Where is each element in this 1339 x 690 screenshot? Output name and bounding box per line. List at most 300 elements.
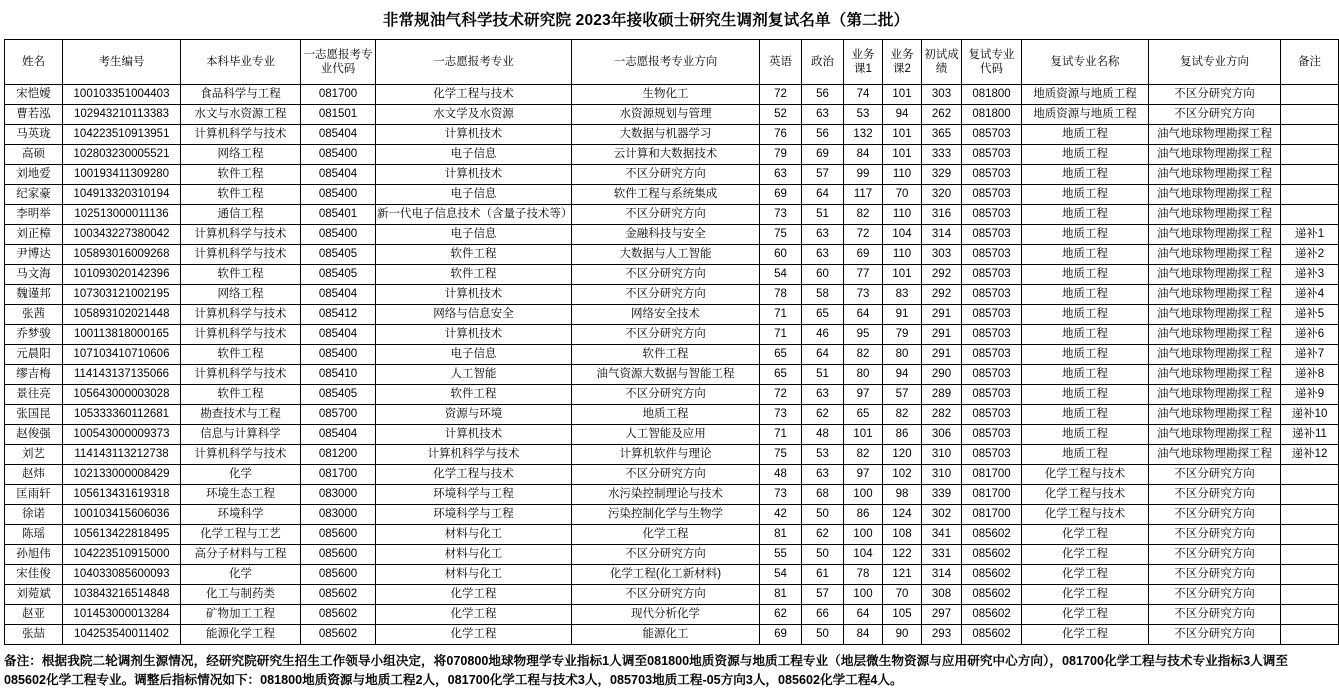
cell-retest-direction: 油气地球物理勘探工程 — [1149, 225, 1281, 245]
cell-retest-direction: 油气地球物理勘探工程 — [1149, 445, 1281, 465]
cell-name: 景往亮 — [5, 385, 63, 405]
cell-remark — [1281, 465, 1339, 485]
column-header-candidate-id: 考生编号 — [63, 40, 181, 85]
cell-retest-direction: 不区分研究方向 — [1149, 105, 1281, 125]
cell-retest-code: 085703 — [962, 305, 1022, 325]
cell-name: 宋佳俊 — [5, 565, 63, 585]
cell-retest-code: 085703 — [962, 245, 1022, 265]
cell-politics: 63 — [802, 225, 844, 245]
cell-english: 75 — [760, 225, 802, 245]
cell-retest-direction: 不区分研究方向 — [1149, 605, 1281, 625]
cell-first-choice-code: 081700 — [301, 465, 376, 485]
cell-undergrad-major: 软件工程 — [181, 185, 301, 205]
column-header-english: 英语 — [760, 40, 802, 85]
cell-first-choice-direction: 网络安全技术 — [572, 305, 760, 325]
cell-remark — [1281, 145, 1339, 165]
cell-retest-direction: 油气地球物理勘探工程 — [1149, 205, 1281, 225]
cell-politics: 60 — [802, 265, 844, 285]
cell-retest-major: 地质工程 — [1022, 125, 1149, 145]
table-row — [5, 525, 1339, 545]
cell-name: 元晨阳 — [5, 345, 63, 365]
cell-first-choice-direction: 不区分研究方向 — [572, 465, 760, 485]
cell-total-score: 293 — [922, 625, 962, 645]
cell-english: 63 — [760, 165, 802, 185]
cell-subject-2: 91 — [883, 305, 922, 325]
table-row — [5, 265, 1339, 285]
cell-name: 尹博达 — [5, 245, 63, 265]
cell-english: 81 — [760, 525, 802, 545]
cell-name: 刘艺 — [5, 445, 63, 465]
cell-remark — [1281, 525, 1339, 545]
cell-retest-major: 地质工程 — [1022, 365, 1149, 385]
cell-remark: 递补5 — [1281, 305, 1339, 325]
cell-english: 54 — [760, 565, 802, 585]
cell-total-score: 290 — [922, 365, 962, 385]
cell-name: 赵炜 — [5, 465, 63, 485]
cell-remark: 递补12 — [1281, 445, 1339, 465]
cell-subject-2: 70 — [883, 585, 922, 605]
cell-first-choice-code: 081700 — [301, 85, 376, 105]
table-row — [5, 405, 1339, 425]
column-header-first-choice-direction: 一志愿报考专业方向 — [572, 40, 760, 85]
cell-english: 65 — [760, 345, 802, 365]
cell-undergrad-major: 能源化学工程 — [181, 625, 301, 645]
cell-first-choice-direction: 金融科技与安全 — [572, 225, 760, 245]
cell-retest-code: 085602 — [962, 605, 1022, 625]
cell-first-choice-direction: 云计算和大数据技术 — [572, 145, 760, 165]
cell-first-choice-major: 电子信息 — [376, 145, 572, 165]
cell-total-score: 297 — [922, 605, 962, 625]
cell-name: 刘菀斌 — [5, 585, 63, 605]
cell-subject-2: 124 — [883, 505, 922, 525]
table-row — [5, 345, 1339, 365]
cell-subject-1: 64 — [844, 605, 883, 625]
cell-retest-major: 地质工程 — [1022, 305, 1149, 325]
cell-subject-1: 84 — [844, 625, 883, 645]
cell-total-score: 291 — [922, 305, 962, 325]
cell-politics: 50 — [802, 505, 844, 525]
cell-remark — [1281, 485, 1339, 505]
cell-undergrad-major: 化学 — [181, 465, 301, 485]
cell-first-choice-major: 计算机技术 — [376, 425, 572, 445]
cell-first-choice-direction: 化学工程 — [572, 525, 760, 545]
table-row — [5, 145, 1339, 165]
cell-total-score: 262 — [922, 105, 962, 125]
cell-name: 马文海 — [5, 265, 63, 285]
table-row — [5, 545, 1339, 565]
cell-candidate-id: 102803230005521 — [63, 145, 181, 165]
cell-subject-2: 94 — [883, 365, 922, 385]
cell-first-choice-code: 085404 — [301, 125, 376, 145]
cell-name: 刘正樟 — [5, 225, 63, 245]
cell-retest-major: 地质工程 — [1022, 165, 1149, 185]
cell-first-choice-major: 化学工程 — [376, 585, 572, 605]
cell-first-choice-major: 化学工程与技术 — [376, 465, 572, 485]
cell-politics: 66 — [802, 605, 844, 625]
cell-first-choice-direction: 不区分研究方向 — [572, 285, 760, 305]
cell-subject-1: 132 — [844, 125, 883, 145]
cell-first-choice-direction: 生物化工 — [572, 85, 760, 105]
cell-retest-major: 化学工程 — [1022, 565, 1149, 585]
cell-undergrad-major: 计算机科学与技术 — [181, 445, 301, 465]
cell-candidate-id: 102513000011136 — [63, 205, 181, 225]
cell-subject-1: 82 — [844, 345, 883, 365]
cell-subject-2: 83 — [883, 285, 922, 305]
cell-politics: 56 — [802, 125, 844, 145]
cell-remark — [1281, 85, 1339, 105]
cell-english: 48 — [760, 465, 802, 485]
cell-name: 张喆 — [5, 625, 63, 645]
cell-undergrad-major: 环境科学 — [181, 505, 301, 525]
cell-politics: 68 — [802, 485, 844, 505]
cell-retest-major: 化学工程 — [1022, 525, 1149, 545]
cell-first-choice-direction: 能源化工 — [572, 625, 760, 645]
cell-total-score: 341 — [922, 525, 962, 545]
cell-undergrad-major: 矿物加工工程 — [181, 605, 301, 625]
cell-politics: 51 — [802, 365, 844, 385]
cell-subject-1: 80 — [844, 365, 883, 385]
cell-undergrad-major: 软件工程 — [181, 265, 301, 285]
cell-remark: 递补11 — [1281, 425, 1339, 445]
cell-first-choice-direction: 计算机软件与理论 — [572, 445, 760, 465]
cell-politics: 63 — [802, 385, 844, 405]
cell-remark — [1281, 565, 1339, 585]
cell-retest-direction: 油气地球物理勘探工程 — [1149, 305, 1281, 325]
cell-retest-major: 地质工程 — [1022, 285, 1149, 305]
cell-remark: 递补9 — [1281, 385, 1339, 405]
cell-subject-1: 82 — [844, 205, 883, 225]
cell-name: 乔梦骏 — [5, 325, 63, 345]
cell-total-score: 329 — [922, 165, 962, 185]
cell-remark: 递补2 — [1281, 245, 1339, 265]
column-header-undergrad-major: 本科毕业专业 — [181, 40, 301, 85]
cell-politics: 63 — [802, 245, 844, 265]
cell-retest-major: 地质工程 — [1022, 205, 1149, 225]
cell-subject-1: 69 — [844, 245, 883, 265]
table-row — [5, 285, 1339, 305]
cell-total-score: 314 — [922, 565, 962, 585]
cell-politics: 65 — [802, 305, 844, 325]
cell-first-choice-code: 085405 — [301, 265, 376, 285]
cell-politics: 48 — [802, 425, 844, 445]
cell-name: 徐诺 — [5, 505, 63, 525]
cell-first-choice-code: 085600 — [301, 525, 376, 545]
cell-retest-major: 地质工程 — [1022, 325, 1149, 345]
table-row — [5, 205, 1339, 225]
cell-retest-major: 化学工程 — [1022, 625, 1149, 645]
table-row — [5, 185, 1339, 205]
cell-total-score: 291 — [922, 325, 962, 345]
cell-name: 马英珑 — [5, 125, 63, 145]
cell-candidate-id: 104253540011402 — [63, 625, 181, 645]
cell-first-choice-direction: 油气资源大数据与智能工程 — [572, 365, 760, 385]
cell-first-choice-code: 085412 — [301, 305, 376, 325]
table-row — [5, 605, 1339, 625]
cell-first-choice-major: 新一代电子信息技术（含量子技术等） — [376, 205, 572, 225]
cell-retest-major: 地质工程 — [1022, 185, 1149, 205]
column-header-subject-1: 业务课1 — [844, 40, 883, 85]
cell-first-choice-code: 081501 — [301, 105, 376, 125]
cell-retest-code: 081700 — [962, 465, 1022, 485]
cell-undergrad-major: 计算机科学与技术 — [181, 325, 301, 345]
cell-first-choice-major: 水文学及水资源 — [376, 105, 572, 125]
cell-first-choice-code: 085405 — [301, 385, 376, 405]
cell-subject-1: 77 — [844, 265, 883, 285]
cell-retest-major: 地质资源与地质工程 — [1022, 85, 1149, 105]
cell-retest-direction: 油气地球物理勘探工程 — [1149, 325, 1281, 345]
cell-name: 刘地爱 — [5, 165, 63, 185]
cell-retest-major: 化学工程与技术 — [1022, 465, 1149, 485]
cell-retest-code: 081800 — [962, 105, 1022, 125]
table-row — [5, 365, 1339, 385]
cell-candidate-id: 114143113212738 — [63, 445, 181, 465]
cell-first-choice-major: 软件工程 — [376, 385, 572, 405]
cell-name: 魏谨邦 — [5, 285, 63, 305]
cell-retest-code: 085703 — [962, 285, 1022, 305]
cell-subject-1: 53 — [844, 105, 883, 125]
cell-politics: 62 — [802, 405, 844, 425]
cell-undergrad-major: 计算机科学与技术 — [181, 225, 301, 245]
cell-subject-2: 101 — [883, 125, 922, 145]
cell-first-choice-code: 085401 — [301, 205, 376, 225]
cell-first-choice-major: 化学工程 — [376, 625, 572, 645]
cell-first-choice-code: 085400 — [301, 185, 376, 205]
cell-total-score: 365 — [922, 125, 962, 145]
cell-subject-2: 104 — [883, 225, 922, 245]
cell-first-choice-code: 085400 — [301, 345, 376, 365]
cell-english: 54 — [760, 265, 802, 285]
cell-first-choice-code: 085600 — [301, 545, 376, 565]
cell-remark — [1281, 105, 1339, 125]
cell-remark — [1281, 505, 1339, 525]
cell-first-choice-direction: 地质工程 — [572, 405, 760, 425]
cell-first-choice-direction: 不区分研究方向 — [572, 265, 760, 285]
cell-undergrad-major: 软件工程 — [181, 385, 301, 405]
cell-candidate-id: 105613431619318 — [63, 485, 181, 505]
cell-subject-1: 74 — [844, 85, 883, 105]
cell-retest-major: 地质工程 — [1022, 245, 1149, 265]
cell-retest-major: 地质工程 — [1022, 425, 1149, 445]
cell-retest-code: 085703 — [962, 385, 1022, 405]
cell-english: 71 — [760, 305, 802, 325]
cell-english: 73 — [760, 485, 802, 505]
cell-first-choice-direction: 不区分研究方向 — [572, 325, 760, 345]
cell-candidate-id: 104223510915000 — [63, 545, 181, 565]
cell-undergrad-major: 计算机科学与技术 — [181, 305, 301, 325]
cell-subject-1: 84 — [844, 145, 883, 165]
cell-remark: 递补8 — [1281, 365, 1339, 385]
cell-remark: 递补3 — [1281, 265, 1339, 285]
cell-first-choice-direction: 软件工程 — [572, 345, 760, 365]
table-row — [5, 425, 1339, 445]
cell-politics: 64 — [802, 345, 844, 365]
cell-first-choice-major: 电子信息 — [376, 345, 572, 365]
cell-first-choice-code: 085404 — [301, 285, 376, 305]
cell-name: 曹若泓 — [5, 105, 63, 125]
cell-remark — [1281, 625, 1339, 645]
cell-first-choice-major: 资源与环境 — [376, 405, 572, 425]
cell-candidate-id: 100343227380042 — [63, 225, 181, 245]
cell-first-choice-direction: 现代分析化学 — [572, 605, 760, 625]
cell-candidate-id: 100103351004403 — [63, 85, 181, 105]
table-row — [5, 445, 1339, 465]
cell-retest-code: 085602 — [962, 545, 1022, 565]
cell-subject-2: 122 — [883, 545, 922, 565]
cell-candidate-id: 107303121002195 — [63, 285, 181, 305]
cell-politics: 50 — [802, 545, 844, 565]
cell-first-choice-major: 化学工程 — [376, 605, 572, 625]
column-header-first-choice-code: 一志愿报考专业代码 — [301, 40, 376, 85]
cell-retest-major: 地质工程 — [1022, 385, 1149, 405]
cell-name: 张国昆 — [5, 405, 63, 425]
cell-first-choice-major: 计算机技术 — [376, 325, 572, 345]
table-row — [5, 585, 1339, 605]
table-row — [5, 325, 1339, 345]
cell-total-score: 320 — [922, 185, 962, 205]
cell-remark — [1281, 545, 1339, 565]
cell-first-choice-major: 环境科学与工程 — [376, 505, 572, 525]
cell-candidate-id: 104913320310194 — [63, 185, 181, 205]
cell-first-choice-direction: 污染控制化学与生物学 — [572, 505, 760, 525]
cell-english: 62 — [760, 605, 802, 625]
cell-retest-major: 地质工程 — [1022, 265, 1149, 285]
cell-retest-direction: 不区分研究方向 — [1149, 565, 1281, 585]
cell-retest-direction: 不区分研究方向 — [1149, 505, 1281, 525]
cell-english: 65 — [760, 365, 802, 385]
cell-subject-2: 90 — [883, 625, 922, 645]
cell-first-choice-direction: 水资源规划与管理 — [572, 105, 760, 125]
cell-subject-1: 117 — [844, 185, 883, 205]
cell-subject-2: 110 — [883, 245, 922, 265]
cell-total-score: 310 — [922, 465, 962, 485]
cell-english: 69 — [760, 185, 802, 205]
cell-retest-code: 085602 — [962, 625, 1022, 645]
cell-retest-major: 地质工程 — [1022, 405, 1149, 425]
cell-politics: 51 — [802, 205, 844, 225]
cell-candidate-id: 100113818000165 — [63, 325, 181, 345]
cell-retest-code: 085703 — [962, 365, 1022, 385]
cell-retest-code: 085602 — [962, 585, 1022, 605]
cell-retest-major: 地质工程 — [1022, 145, 1149, 165]
cell-retest-direction: 不区分研究方向 — [1149, 465, 1281, 485]
table-row — [5, 625, 1339, 645]
cell-politics: 57 — [802, 585, 844, 605]
cell-first-choice-direction: 不区分研究方向 — [572, 205, 760, 225]
cell-remark — [1281, 605, 1339, 625]
cell-total-score: 316 — [922, 205, 962, 225]
cell-subject-2: 110 — [883, 205, 922, 225]
cell-subject-1: 104 — [844, 545, 883, 565]
cell-retest-code: 085703 — [962, 425, 1022, 445]
cell-retest-direction: 不区分研究方向 — [1149, 85, 1281, 105]
cell-undergrad-major: 计算机科学与技术 — [181, 125, 301, 145]
cell-undergrad-major: 软件工程 — [181, 345, 301, 365]
cell-english: 60 — [760, 245, 802, 265]
cell-total-score: 314 — [922, 225, 962, 245]
cell-first-choice-direction: 化学工程(化工新材料) — [572, 565, 760, 585]
cell-subject-1: 65 — [844, 405, 883, 425]
cell-retest-code: 085703 — [962, 205, 1022, 225]
cell-remark: 递补10 — [1281, 405, 1339, 425]
cell-total-score: 306 — [922, 425, 962, 445]
cell-retest-code: 085703 — [962, 345, 1022, 365]
cell-subject-1: 95 — [844, 325, 883, 345]
cell-total-score: 333 — [922, 145, 962, 165]
table-row — [5, 165, 1339, 185]
cell-name: 李明举 — [5, 205, 63, 225]
cell-english: 73 — [760, 205, 802, 225]
cell-name: 匡雨轩 — [5, 485, 63, 505]
table-row — [5, 125, 1339, 145]
cell-retest-code: 085703 — [962, 405, 1022, 425]
cell-english: 42 — [760, 505, 802, 525]
cell-politics: 69 — [802, 145, 844, 165]
cell-retest-major: 化学工程与技术 — [1022, 505, 1149, 525]
cell-name: 张茜 — [5, 305, 63, 325]
cell-retest-direction: 油气地球物理勘探工程 — [1149, 165, 1281, 185]
cell-retest-code: 085703 — [962, 165, 1022, 185]
cell-retest-code: 081800 — [962, 85, 1022, 105]
cell-subject-1: 73 — [844, 285, 883, 305]
cell-first-choice-direction: 不区分研究方向 — [572, 385, 760, 405]
cell-candidate-id: 104033085600093 — [63, 565, 181, 585]
cell-candidate-id: 100103415606036 — [63, 505, 181, 525]
column-header-name: 姓名 — [5, 40, 63, 85]
cell-retest-direction: 油气地球物理勘探工程 — [1149, 405, 1281, 425]
cell-name: 陈瑶 — [5, 525, 63, 545]
cell-subject-2: 57 — [883, 385, 922, 405]
cell-subject-2: 121 — [883, 565, 922, 585]
cell-first-choice-code: 085405 — [301, 245, 376, 265]
cell-undergrad-major: 通信工程 — [181, 205, 301, 225]
cell-retest-direction: 油气地球物理勘探工程 — [1149, 365, 1281, 385]
table-row — [5, 305, 1339, 325]
cell-remark: 递补6 — [1281, 325, 1339, 345]
cell-total-score: 310 — [922, 445, 962, 465]
column-header-subject-2: 业务课2 — [883, 40, 922, 85]
cell-first-choice-code: 085410 — [301, 365, 376, 385]
cell-subject-1: 72 — [844, 225, 883, 245]
cell-first-choice-code: 083000 — [301, 505, 376, 525]
cell-retest-direction: 油气地球物理勘探工程 — [1149, 345, 1281, 365]
cell-politics: 57 — [802, 165, 844, 185]
cell-candidate-id: 104223510913951 — [63, 125, 181, 145]
cell-english: 75 — [760, 445, 802, 465]
cell-subject-2: 110 — [883, 165, 922, 185]
cell-total-score: 291 — [922, 345, 962, 365]
cell-undergrad-major: 化学工程与工艺 — [181, 525, 301, 545]
cell-candidate-id: 102133000008429 — [63, 465, 181, 485]
cell-first-choice-major: 环境科学与工程 — [376, 485, 572, 505]
cell-retest-code: 081700 — [962, 485, 1022, 505]
cell-retest-direction: 不区分研究方向 — [1149, 625, 1281, 645]
cell-total-score: 339 — [922, 485, 962, 505]
cell-retest-direction: 不区分研究方向 — [1149, 545, 1281, 565]
cell-first-choice-direction: 不区分研究方向 — [572, 585, 760, 605]
cell-retest-code: 085703 — [962, 125, 1022, 145]
cell-retest-major: 地质工程 — [1022, 445, 1149, 465]
cell-subject-1: 64 — [844, 305, 883, 325]
cell-subject-2: 79 — [883, 325, 922, 345]
cell-undergrad-major: 信息与计算科学 — [181, 425, 301, 445]
cell-subject-1: 97 — [844, 385, 883, 405]
table-row — [5, 485, 1339, 505]
cell-first-choice-major: 材料与化工 — [376, 565, 572, 585]
cell-english: 71 — [760, 425, 802, 445]
cell-english: 79 — [760, 145, 802, 165]
cell-remark — [1281, 585, 1339, 605]
cell-retest-code: 085703 — [962, 145, 1022, 165]
